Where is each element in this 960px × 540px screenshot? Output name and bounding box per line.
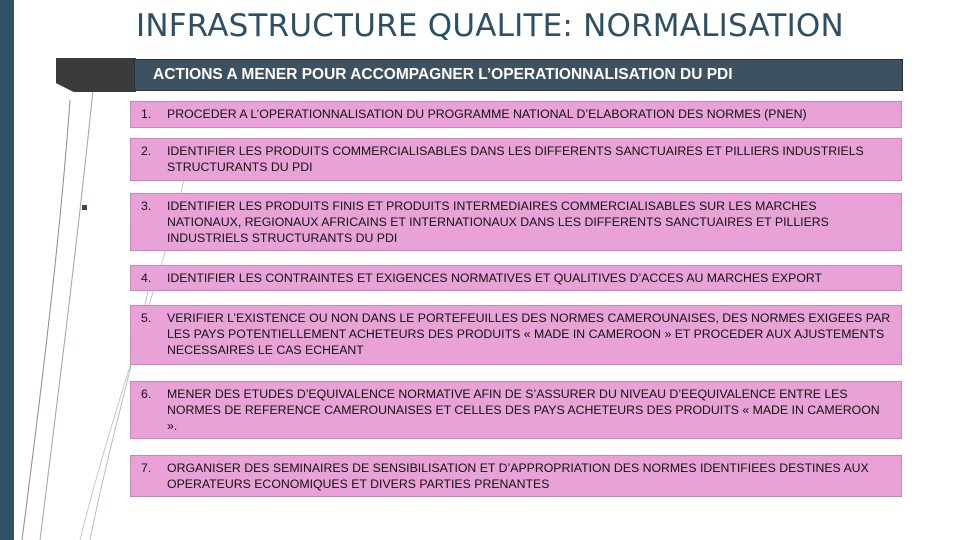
subtitle-banner: ACTIONS A MENER POUR ACCOMPAGNER L’OPERATIONNALISATION DU PDI xyxy=(134,59,903,91)
action-text: IDENTIFIER LES PRODUITS FINIS ET PRODUITS INTERMEDIAIRES COMMERCIALISABLES SUR LES MARCHES NATIONAUX, REGIONAUX AFRICAINS ET INTERNATIONAUX DANS LES DIFFERENTS SANCTUAIRES ET PILLIERS INDUSTRIELS STRUCTURANTS DU PDI xyxy=(167,199,829,245)
action-item-1 xyxy=(130,101,902,128)
bullet-marker xyxy=(82,205,87,210)
subtitle-arrow-shape xyxy=(56,58,136,92)
action-item-7 xyxy=(130,455,902,497)
action-number: 7. xyxy=(141,461,152,475)
action-item-3 xyxy=(130,193,902,251)
action-text: ORGANISER DES SEMINAIRES DE SENSIBILISATION ET D’APPROPRIATION DES NORMES IDENTIFIEES DESTINES AUX OPERATEURS ECONOMIQUES ET DIVERS PARTIES PRENANTES xyxy=(167,461,869,491)
action-number: 6. xyxy=(141,387,152,401)
action-item-5 xyxy=(130,305,902,365)
slide-title: INFRASTRUCTURE QUALITE: NORMALISATION xyxy=(136,8,844,44)
action-item-2 xyxy=(130,138,902,181)
action-text: VERIFIER L’EXISTENCE OU NON DANS LE PORTEFEUILLES DES NORMES CAMEROUNAISES, DES NORMES EXIGEES PAR LES PAYS POTENTIELLEMENT ACHETEURS DES PRODUITS « MADE IN CAMEROON » ET PROCEDER AUX AJUSTEMENTS NECESSAIRES LE CAS ECHEANT xyxy=(167,311,891,357)
action-item-4 xyxy=(130,265,902,291)
action-text: IDENTIFIER LES CONTRAINTES ET EXIGENCES NORMATIVES ET QUALITIVES D’ACCES AU MARCHES EXPORT xyxy=(167,271,823,285)
action-text: MENER DES ETUDES D’EQUIVALENCE NORMATIVE AFIN DE S’ASSURER DU NIVEAU D’EEQUIVALENCE ENTRE LES NORMES DE REFERENCE CAMEROUNAISES ET CELLES DES PAYS ACHETEURS DES PRODUITS « MADE IN CAMEROON ». xyxy=(167,387,880,433)
action-text: IDENTIFIER LES PRODUITS COMMERCIALISABLES DANS LES DIFFERENTS SANCTUAIRES ET PILLIERS INDUSTRIELS STRUCTURANTS DU PDI xyxy=(167,144,864,174)
action-number: 4. xyxy=(141,271,152,285)
action-item-6 xyxy=(130,381,902,439)
action-number: 3. xyxy=(141,199,152,213)
action-number: 5. xyxy=(141,311,152,325)
action-number: 1. xyxy=(141,107,152,121)
action-text: PROCEDER A L’OPERATIONNALISATION DU PROGRAMME NATIONAL D’ELABORATION DES NORMES (PNEN) xyxy=(167,107,807,121)
action-number: 2. xyxy=(141,144,152,158)
